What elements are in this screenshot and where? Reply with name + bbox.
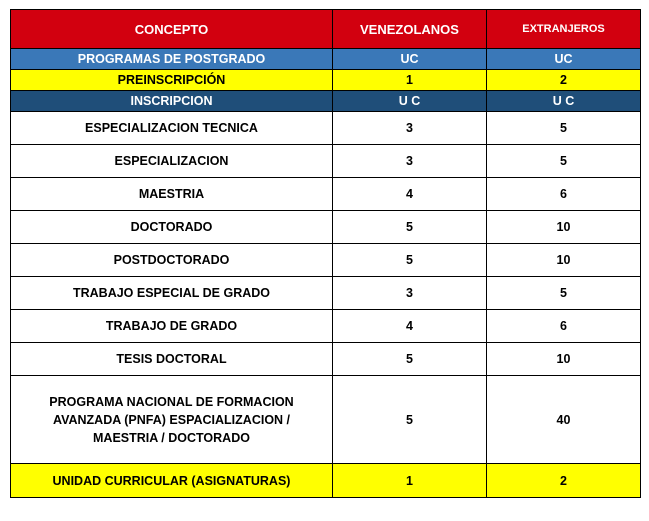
- header-row: [11, 10, 641, 49]
- row-venezolanos: 5: [333, 211, 487, 244]
- table-row: [11, 145, 641, 178]
- table-row: [11, 112, 641, 145]
- programas-venezolanos: UC: [333, 49, 487, 70]
- row-extranjeros: 5: [487, 277, 641, 310]
- row-venezolanos: 5: [333, 244, 487, 277]
- pnfa-concepto: [11, 376, 333, 464]
- pnfa-extranjeros: 40: [487, 376, 641, 464]
- unidad-curricular-venezolanos: 1: [333, 464, 487, 498]
- row-concepto: TESIS DOCTORAL: [11, 343, 333, 376]
- row-concepto: ESPECIALIZACION TECNICA: [11, 112, 333, 145]
- row-venezolanos: 4: [333, 310, 487, 343]
- preinscripcion-extranjeros: 2: [487, 70, 641, 91]
- programas-row: [11, 49, 641, 70]
- unidad-curricular-label: UNIDAD CURRICULAR (ASIGNATURAS): [11, 464, 333, 498]
- programas-label: PROGRAMAS DE POSTGRADO: [11, 49, 333, 70]
- preinscripcion-row: [11, 70, 641, 91]
- unidad-curricular-extranjeros: 2: [487, 464, 641, 498]
- table-row: [11, 211, 641, 244]
- inscripcion-label: INSCRIPCION: [11, 91, 333, 112]
- pnfa-venezolanos: 5: [333, 376, 487, 464]
- header-extranjeros: EXTRANJEROS: [487, 10, 641, 49]
- row-extranjeros: 5: [487, 145, 641, 178]
- pnfa-line-1: PROGRAMA NACIONAL DE FORMACION: [49, 394, 294, 409]
- pnfa-row: [11, 376, 641, 464]
- row-venezolanos: 4: [333, 178, 487, 211]
- pnfa-line-2: AVANZADA (PNFA) ESPACIALIZACION /: [52, 412, 291, 427]
- pnfa-line-3: MAESTRIA / DOCTORADO: [93, 430, 250, 445]
- inscripcion-row: [11, 91, 641, 112]
- unidad-curricular-row: [11, 464, 641, 498]
- table-row: [11, 310, 641, 343]
- row-concepto: DOCTORADO: [11, 211, 333, 244]
- row-extranjeros: 5: [487, 112, 641, 145]
- row-concepto: MAESTRIA: [11, 178, 333, 211]
- row-concepto: TRABAJO ESPECIAL DE GRADO: [11, 277, 333, 310]
- row-extranjeros: 10: [487, 211, 641, 244]
- row-concepto: POSTDOCTORADO: [11, 244, 333, 277]
- programas-extranjeros: UC: [487, 49, 641, 70]
- row-extranjeros: 6: [487, 310, 641, 343]
- inscripcion-venezolanos: U C: [333, 91, 487, 112]
- row-venezolanos: 3: [333, 145, 487, 178]
- row-concepto: ESPECIALIZACION: [11, 145, 333, 178]
- table-row: [11, 343, 641, 376]
- row-venezolanos: 3: [333, 112, 487, 145]
- table-row: [11, 178, 641, 211]
- preinscripcion-label: PREINSCRIPCIÓN: [11, 70, 333, 91]
- header-concepto: CONCEPTO: [11, 10, 333, 49]
- row-extranjeros: 6: [487, 178, 641, 211]
- preinscripcion-venezolanos: 1: [333, 70, 487, 91]
- table-row: [11, 244, 641, 277]
- row-venezolanos: 3: [333, 277, 487, 310]
- header-venezolanos: VENEZOLANOS: [333, 10, 487, 49]
- table-row: [11, 277, 641, 310]
- fees-table: [10, 9, 641, 498]
- row-extranjeros: 10: [487, 244, 641, 277]
- row-extranjeros: 10: [487, 343, 641, 376]
- row-venezolanos: 5: [333, 343, 487, 376]
- inscripcion-extranjeros: U C: [487, 91, 641, 112]
- row-concepto: TRABAJO DE GRADO: [11, 310, 333, 343]
